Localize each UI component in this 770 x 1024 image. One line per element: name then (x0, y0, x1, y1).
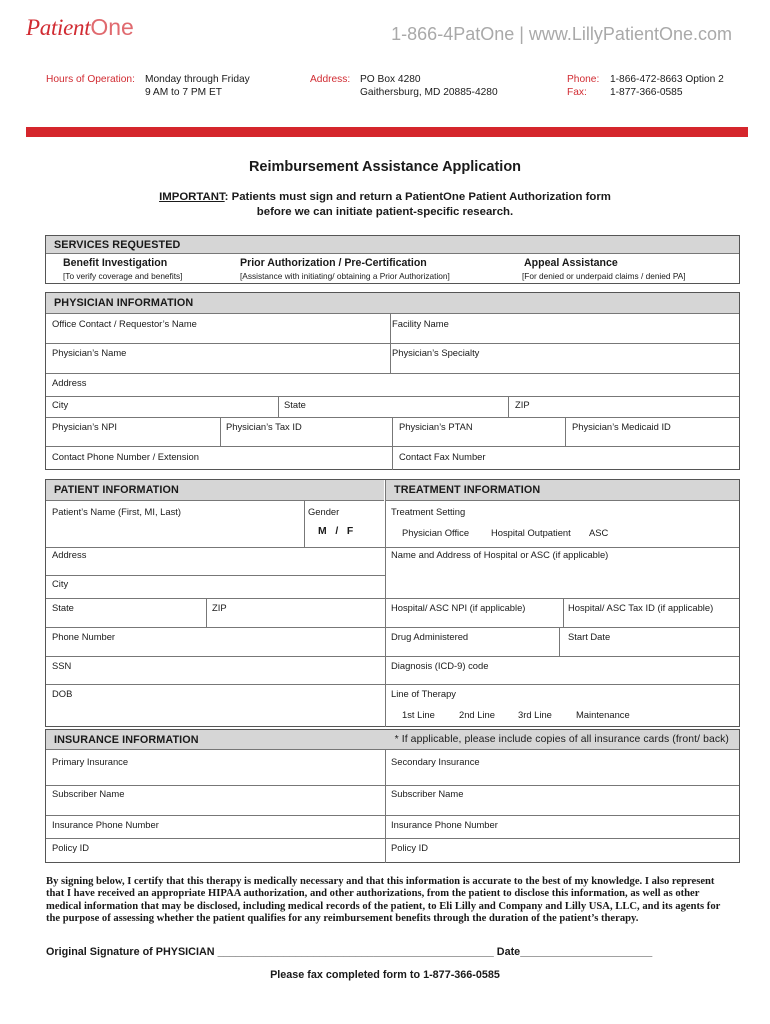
physician-city-field[interactable]: City (52, 399, 69, 410)
patient-city-field[interactable]: City (52, 578, 69, 589)
hospital-tax-id-field[interactable]: Hospital/ ASC Tax ID (if applicable) (568, 602, 714, 613)
insurance-header-title: INSURANCE INFORMATION (54, 734, 199, 746)
page-title: Reimbursement Assistance Application (248, 159, 522, 175)
contact-fax-field[interactable]: Contact Fax Number (399, 451, 486, 462)
insurance-section (45, 729, 740, 863)
primary-insurance-phone-field[interactable]: Insurance Phone Number (52, 819, 159, 830)
patient-dob-field[interactable]: DOB (52, 688, 73, 699)
phone-label: Phone: (567, 74, 600, 85)
start-date-field[interactable]: Start Date (568, 631, 611, 642)
hospital-name-address-field[interactable]: Name and Address of Hospital or ASC (if applicable) (391, 549, 609, 560)
physician-header: PHYSICIAN INFORMATION (46, 293, 739, 314)
secondary-subscriber-field[interactable]: Subscriber Name (391, 788, 464, 799)
physician-specialty-field[interactable]: Physician’s Specialty (392, 347, 480, 358)
address-line2: Gaithersburg, MD 20885-4280 (360, 87, 498, 98)
patient-name-field[interactable]: Patient’s Name (First, MI, Last) (52, 506, 182, 517)
gender-label: Gender (308, 506, 340, 517)
services-header: SERVICES REQUESTED (46, 236, 739, 254)
red-divider-bar (26, 127, 748, 137)
office-contact-field[interactable]: Office Contact / Requestor’s Name (52, 318, 197, 329)
patientone-logo: PatientOne (26, 14, 134, 40)
hours-line1: Monday through Friday (145, 74, 250, 85)
header-tagline: 1-866-4PatOne | www.LillyPatientOne.com (391, 24, 732, 44)
service-appeal-assistance[interactable]: Appeal Assistance (524, 257, 618, 269)
certification-statement: By signing below, I certify that this therapy is medically necessary and that this information is accurate to the best of my knowledge. I also represent that I have received an appropriate HIPAA authorization, and other authorizations, from the patient to disclose this information, as well as other medical information that may be disclosed, including medical records of the patient, to Eli Lilly and Company and Lilly USA, LLC, and its agents for the purpose of assessing whether the patient qualifies for any reimbursement benefits through the duration of the patient’s therapy. (46, 876, 721, 924)
physician-state-field[interactable]: State (284, 399, 306, 410)
line-of-therapy-label: Line of Therapy (391, 688, 456, 699)
physician-npi-field[interactable]: Physician’s NPI (52, 421, 117, 432)
fax-value: 1-877-366-0585 (610, 87, 683, 98)
patient-state-field[interactable]: State (52, 602, 74, 613)
important-notice: IMPORTANT: Patients must sign and return a PatientOne Patient Authorization form before we can initiate patient-specific research. (159, 191, 611, 218)
diagnosis-code-field[interactable]: Diagnosis (ICD-9) code (391, 660, 489, 671)
gender-options[interactable]: M / F (318, 526, 354, 537)
service-appeal-assistance-desc: [For denied or underpaid claims / denied PA] (522, 271, 686, 281)
service-prior-authorization[interactable]: Prior Authorization / Pre-Certification (240, 257, 427, 269)
patient-address-field[interactable]: Address (52, 549, 87, 560)
physician-address-field[interactable]: Address (52, 377, 87, 388)
therapy-option-maintenance[interactable]: Maintenance (576, 709, 630, 720)
insurance-header (46, 730, 739, 750)
secondary-policy-id-field[interactable]: Policy ID (391, 842, 428, 853)
address-label: Address: (310, 74, 351, 85)
physician-tax-id-field[interactable]: Physician’s Tax ID (226, 421, 302, 432)
address-line1: PO Box 4280 (360, 74, 421, 85)
phone-value: 1-866-472-8663 Option 2 (610, 74, 724, 85)
physician-zip-field[interactable]: ZIP (515, 399, 530, 410)
insurance-note: * If applicable, please include copies of all insurance cards (front/ back) (394, 734, 729, 745)
physician-ptan-field[interactable]: Physician’s PTAN (399, 421, 473, 432)
physician-signature-line[interactable]: Original Signature of PHYSICIAN ______________________________________________ Date______________________ (46, 946, 653, 958)
setting-option-asc[interactable]: ASC (589, 527, 609, 538)
service-benefit-investigation-desc: [To verify coverage and benefits] (63, 271, 183, 281)
drug-administered-field[interactable]: Drug Administered (391, 631, 469, 642)
fax-instruction: Please fax completed form to 1-877-366-0585 (270, 969, 500, 981)
primary-policy-id-field[interactable]: Policy ID (52, 842, 89, 853)
patient-treatment-section (45, 479, 740, 727)
setting-option-physician-office[interactable]: Physician Office (402, 527, 470, 538)
physician-section (45, 292, 740, 470)
treatment-setting-label: Treatment Setting (391, 506, 466, 517)
setting-option-hospital-outpatient[interactable]: Hospital Outpatient (491, 527, 571, 538)
treatment-header: TREATMENT INFORMATION (385, 480, 739, 501)
therapy-option-3rd-line[interactable]: 3rd Line (518, 709, 552, 720)
hours-line2: 9 AM to 7 PM ET (145, 87, 222, 98)
secondary-insurance-phone-field[interactable]: Insurance Phone Number (391, 819, 498, 830)
primary-insurance-field[interactable]: Primary Insurance (52, 756, 129, 767)
contact-phone-field[interactable]: Contact Phone Number / Extension (52, 451, 199, 462)
primary-subscriber-field[interactable]: Subscriber Name (52, 788, 125, 799)
patient-ssn-field[interactable]: SSN (52, 660, 72, 671)
services-section (45, 235, 740, 284)
service-prior-authorization-desc: [Assistance with initiating/ obtaining a Prior Authorization] (240, 271, 450, 281)
patient-zip-field[interactable]: ZIP (212, 602, 227, 613)
patient-header: PATIENT INFORMATION (46, 480, 384, 501)
secondary-insurance-field[interactable]: Secondary Insurance (391, 756, 480, 767)
therapy-option-2nd-line[interactable]: 2nd Line (459, 709, 495, 720)
physician-medicaid-id-field[interactable]: Physician’s Medicaid ID (572, 421, 671, 432)
fax-label: Fax: (567, 87, 587, 98)
patient-phone-field[interactable]: Phone Number (52, 631, 116, 642)
hospital-npi-field[interactable]: Hospital/ ASC NPI (if applicable) (391, 602, 526, 613)
physician-name-field[interactable]: Physician’s Name (52, 347, 127, 358)
service-benefit-investigation[interactable]: Benefit Investigation (63, 257, 168, 269)
therapy-option-1st-line[interactable]: 1st Line (402, 709, 435, 720)
hours-label: Hours of Operation: (46, 74, 135, 85)
facility-name-field[interactable]: Facility Name (392, 318, 449, 329)
